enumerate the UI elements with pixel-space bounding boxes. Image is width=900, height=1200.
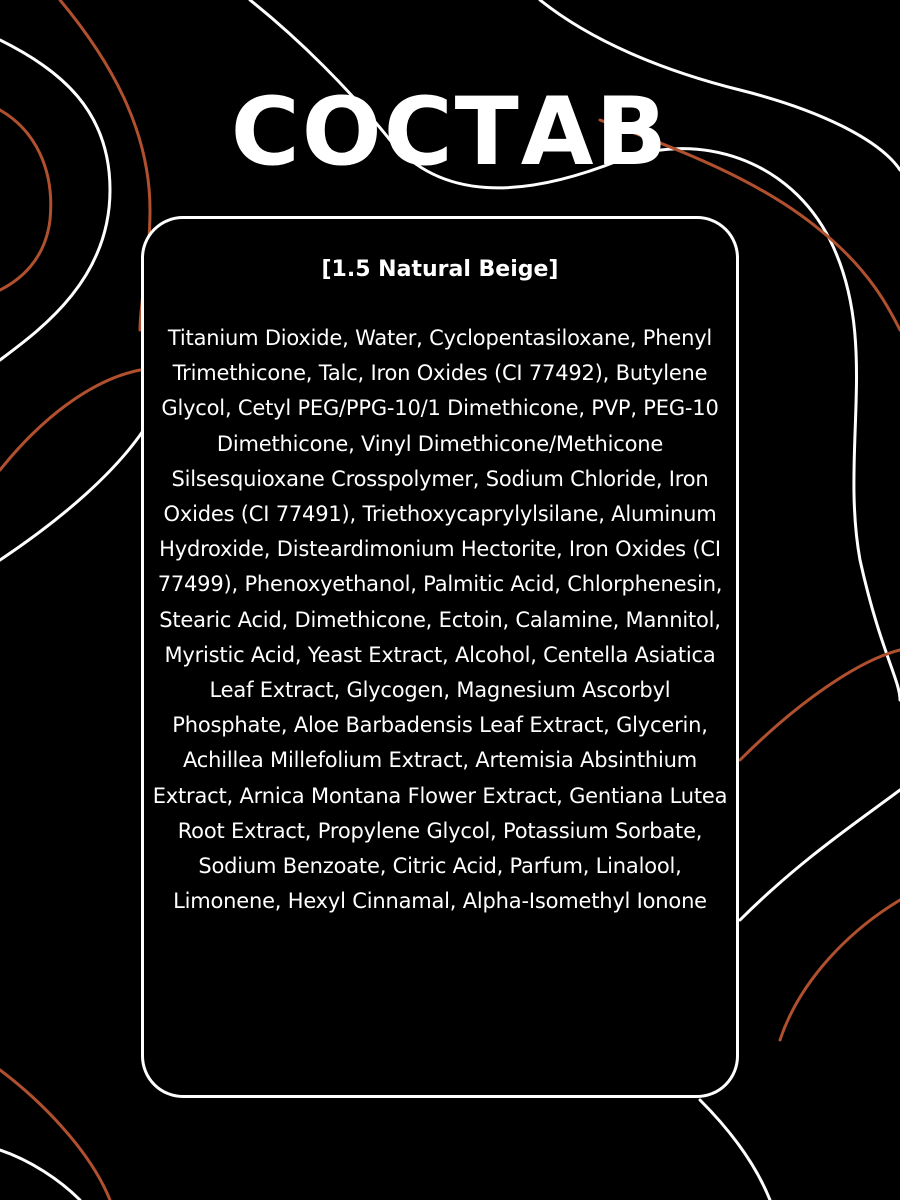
contour-line-copper — [0, 370, 140, 470]
contour-line-copper — [780, 900, 900, 1040]
contour-line-white — [0, 420, 150, 560]
contour-line-white — [700, 1100, 770, 1200]
ingredients-list: Titanium Dioxide, Water, Cyclopentasiloxane, Phenyl Trimethicone, Talc, Iron Oxides (CI 77492), Butylene Glycol, Cetyl PEG/PPG-10/1 Dimethicone, PVP, PEG-10 Dimethicone, Vinyl Dimethicone/Methicone Silsesquioxane Crosspolymer, Sodium Chloride, Iron Oxides (CI 77491), Triethoxycaprylylsilane, Aluminum Hydroxide, Disteardimonium Hectorite, Iron Oxides (CI 77499), Phenoxyethanol, Palmitic Acid, Chlorphenesin, Stearic Acid, Dimethicone, Ectoin, Calamine, Mannitol, Myristic Acid, Yeast Extract, Alcohol, Centella Asiatica Leaf Extract, Glycogen, Magnesium Ascorbyl Phosphate, Aloe Barbadensis Leaf Extract, Glycerin, Achillea Millefolium Extract, Artemisia Absinthium Extract, Arnica Montana Flower Extract, Gentiana Lutea Root Extract, Propylene Glycol, Potassium Sorbate, Sodium Benzoate, Citric Acid, Parfum, Linalool, Limonene, Hexyl Cinnamal, Alpha-Isomethyl Ionone — [152, 326, 728, 914]
contour-line-copper — [740, 650, 900, 760]
shade-label: [1.5 Natural Beige] — [321, 257, 559, 282]
contour-line-white — [0, 1150, 80, 1200]
contour-line-white — [740, 790, 900, 920]
page-title: СОСТАВ — [230, 78, 670, 187]
ingredients-card — [141, 216, 739, 1098]
